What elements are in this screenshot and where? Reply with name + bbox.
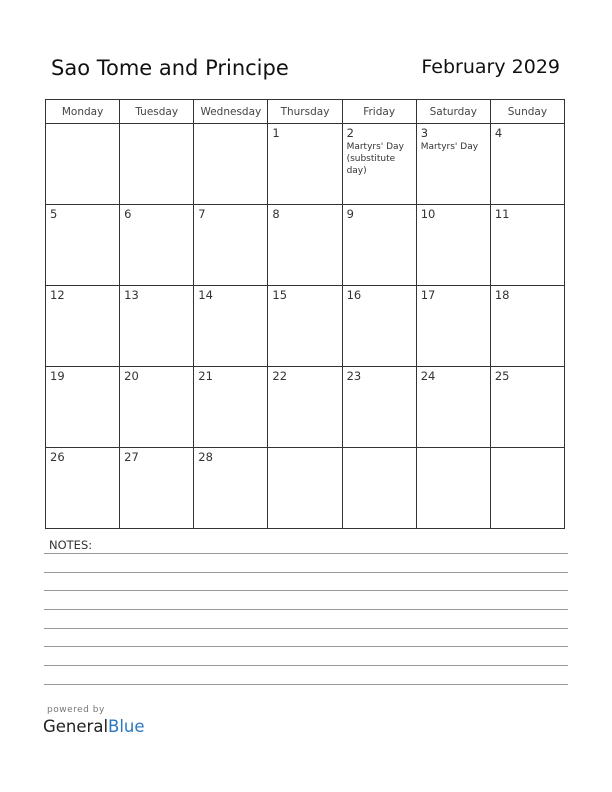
notes-line [44, 590, 568, 591]
day-cell [120, 448, 194, 529]
holiday-label: Martyrs' Day (substitute day) [346, 142, 404, 176]
notes-label: NOTES: [49, 538, 93, 552]
calendar-grid [45, 99, 565, 529]
day-cell [194, 124, 268, 205]
day-cell [268, 286, 342, 367]
day-cell [342, 367, 416, 448]
week-row [46, 286, 565, 367]
weekday-header: Friday [342, 100, 416, 124]
notes-line [44, 684, 568, 685]
day-number: 14 [198, 288, 213, 302]
day-number: 21 [198, 369, 213, 383]
day-cell [342, 205, 416, 286]
notes-line [44, 553, 568, 554]
week-row [46, 124, 565, 205]
day-cell [120, 367, 194, 448]
day-number: 3 [420, 126, 429, 140]
week-row [46, 205, 565, 286]
notes-line [44, 646, 568, 647]
day-cell [268, 448, 342, 529]
day-cell [268, 367, 342, 448]
weekday-header-row [46, 100, 565, 124]
day-cell [46, 367, 120, 448]
weekday-header: Tuesday [120, 100, 194, 124]
day-cell [342, 124, 416, 205]
weekday-header: Sunday [490, 100, 564, 124]
day-number: 2 [346, 126, 354, 140]
day-number: 7 [198, 207, 206, 221]
day-cell [46, 286, 120, 367]
week-row [46, 448, 565, 529]
brand-blue: Blue [108, 717, 145, 736]
day-cell [120, 205, 194, 286]
day-number: 12 [50, 288, 65, 302]
month-year-title: February 2029 [421, 56, 560, 78]
day-number: 22 [272, 369, 288, 383]
day-number: 20 [124, 369, 139, 383]
day-cell [490, 367, 564, 448]
day-cell [416, 286, 490, 367]
day-cell [120, 286, 194, 367]
day-cell [120, 124, 194, 205]
day-number: 25 [494, 369, 510, 383]
day-number: 11 [494, 207, 510, 221]
weekday-header: Wednesday [194, 100, 268, 124]
day-number: 18 [494, 288, 510, 302]
day-number: 15 [272, 288, 288, 302]
day-cell [490, 448, 564, 529]
weekday-header: Thursday [268, 100, 342, 124]
day-cell [416, 205, 490, 286]
day-number: 28 [198, 450, 213, 464]
notes-line [44, 665, 568, 666]
day-number: 19 [50, 369, 65, 383]
notes-line [44, 609, 568, 610]
day-number: 4 [494, 126, 503, 140]
day-cell [46, 205, 120, 286]
day-cell [194, 367, 268, 448]
day-number: 17 [420, 288, 436, 302]
day-cell [268, 205, 342, 286]
day-number: 9 [346, 207, 354, 221]
day-number: 6 [124, 207, 132, 221]
day-number: 27 [124, 450, 139, 464]
day-number: 24 [420, 369, 436, 383]
week-row [46, 367, 565, 448]
day-cell [416, 448, 490, 529]
day-number: 16 [346, 288, 362, 302]
day-cell [268, 124, 342, 205]
holiday-label: Martyrs' Day [420, 142, 479, 152]
day-number: 23 [346, 369, 362, 383]
day-number: 13 [124, 288, 139, 302]
day-cell [342, 286, 416, 367]
day-number: 1 [272, 126, 280, 140]
day-cell [416, 367, 490, 448]
brand-general: General [43, 717, 109, 736]
day-cell [416, 124, 490, 205]
day-cell [46, 448, 120, 529]
day-cell [490, 205, 564, 286]
country-title: Sao Tome and Principe [51, 56, 289, 80]
day-cell [194, 205, 268, 286]
day-cell [342, 448, 416, 529]
day-cell [490, 124, 564, 205]
brand-logo [43, 717, 145, 736]
day-cell [194, 286, 268, 367]
day-cell [490, 286, 564, 367]
powered-by-text: powered by [47, 705, 105, 715]
weekday-header: Monday [46, 100, 120, 124]
notes-line [44, 572, 568, 573]
notes-line [44, 628, 568, 629]
day-cell [46, 124, 120, 205]
day-number: 26 [50, 450, 65, 464]
weekday-header: Saturday [416, 100, 490, 124]
day-number: 8 [272, 207, 280, 221]
day-cell [194, 448, 268, 529]
day-number: 5 [50, 207, 58, 221]
day-number: 10 [420, 207, 436, 221]
